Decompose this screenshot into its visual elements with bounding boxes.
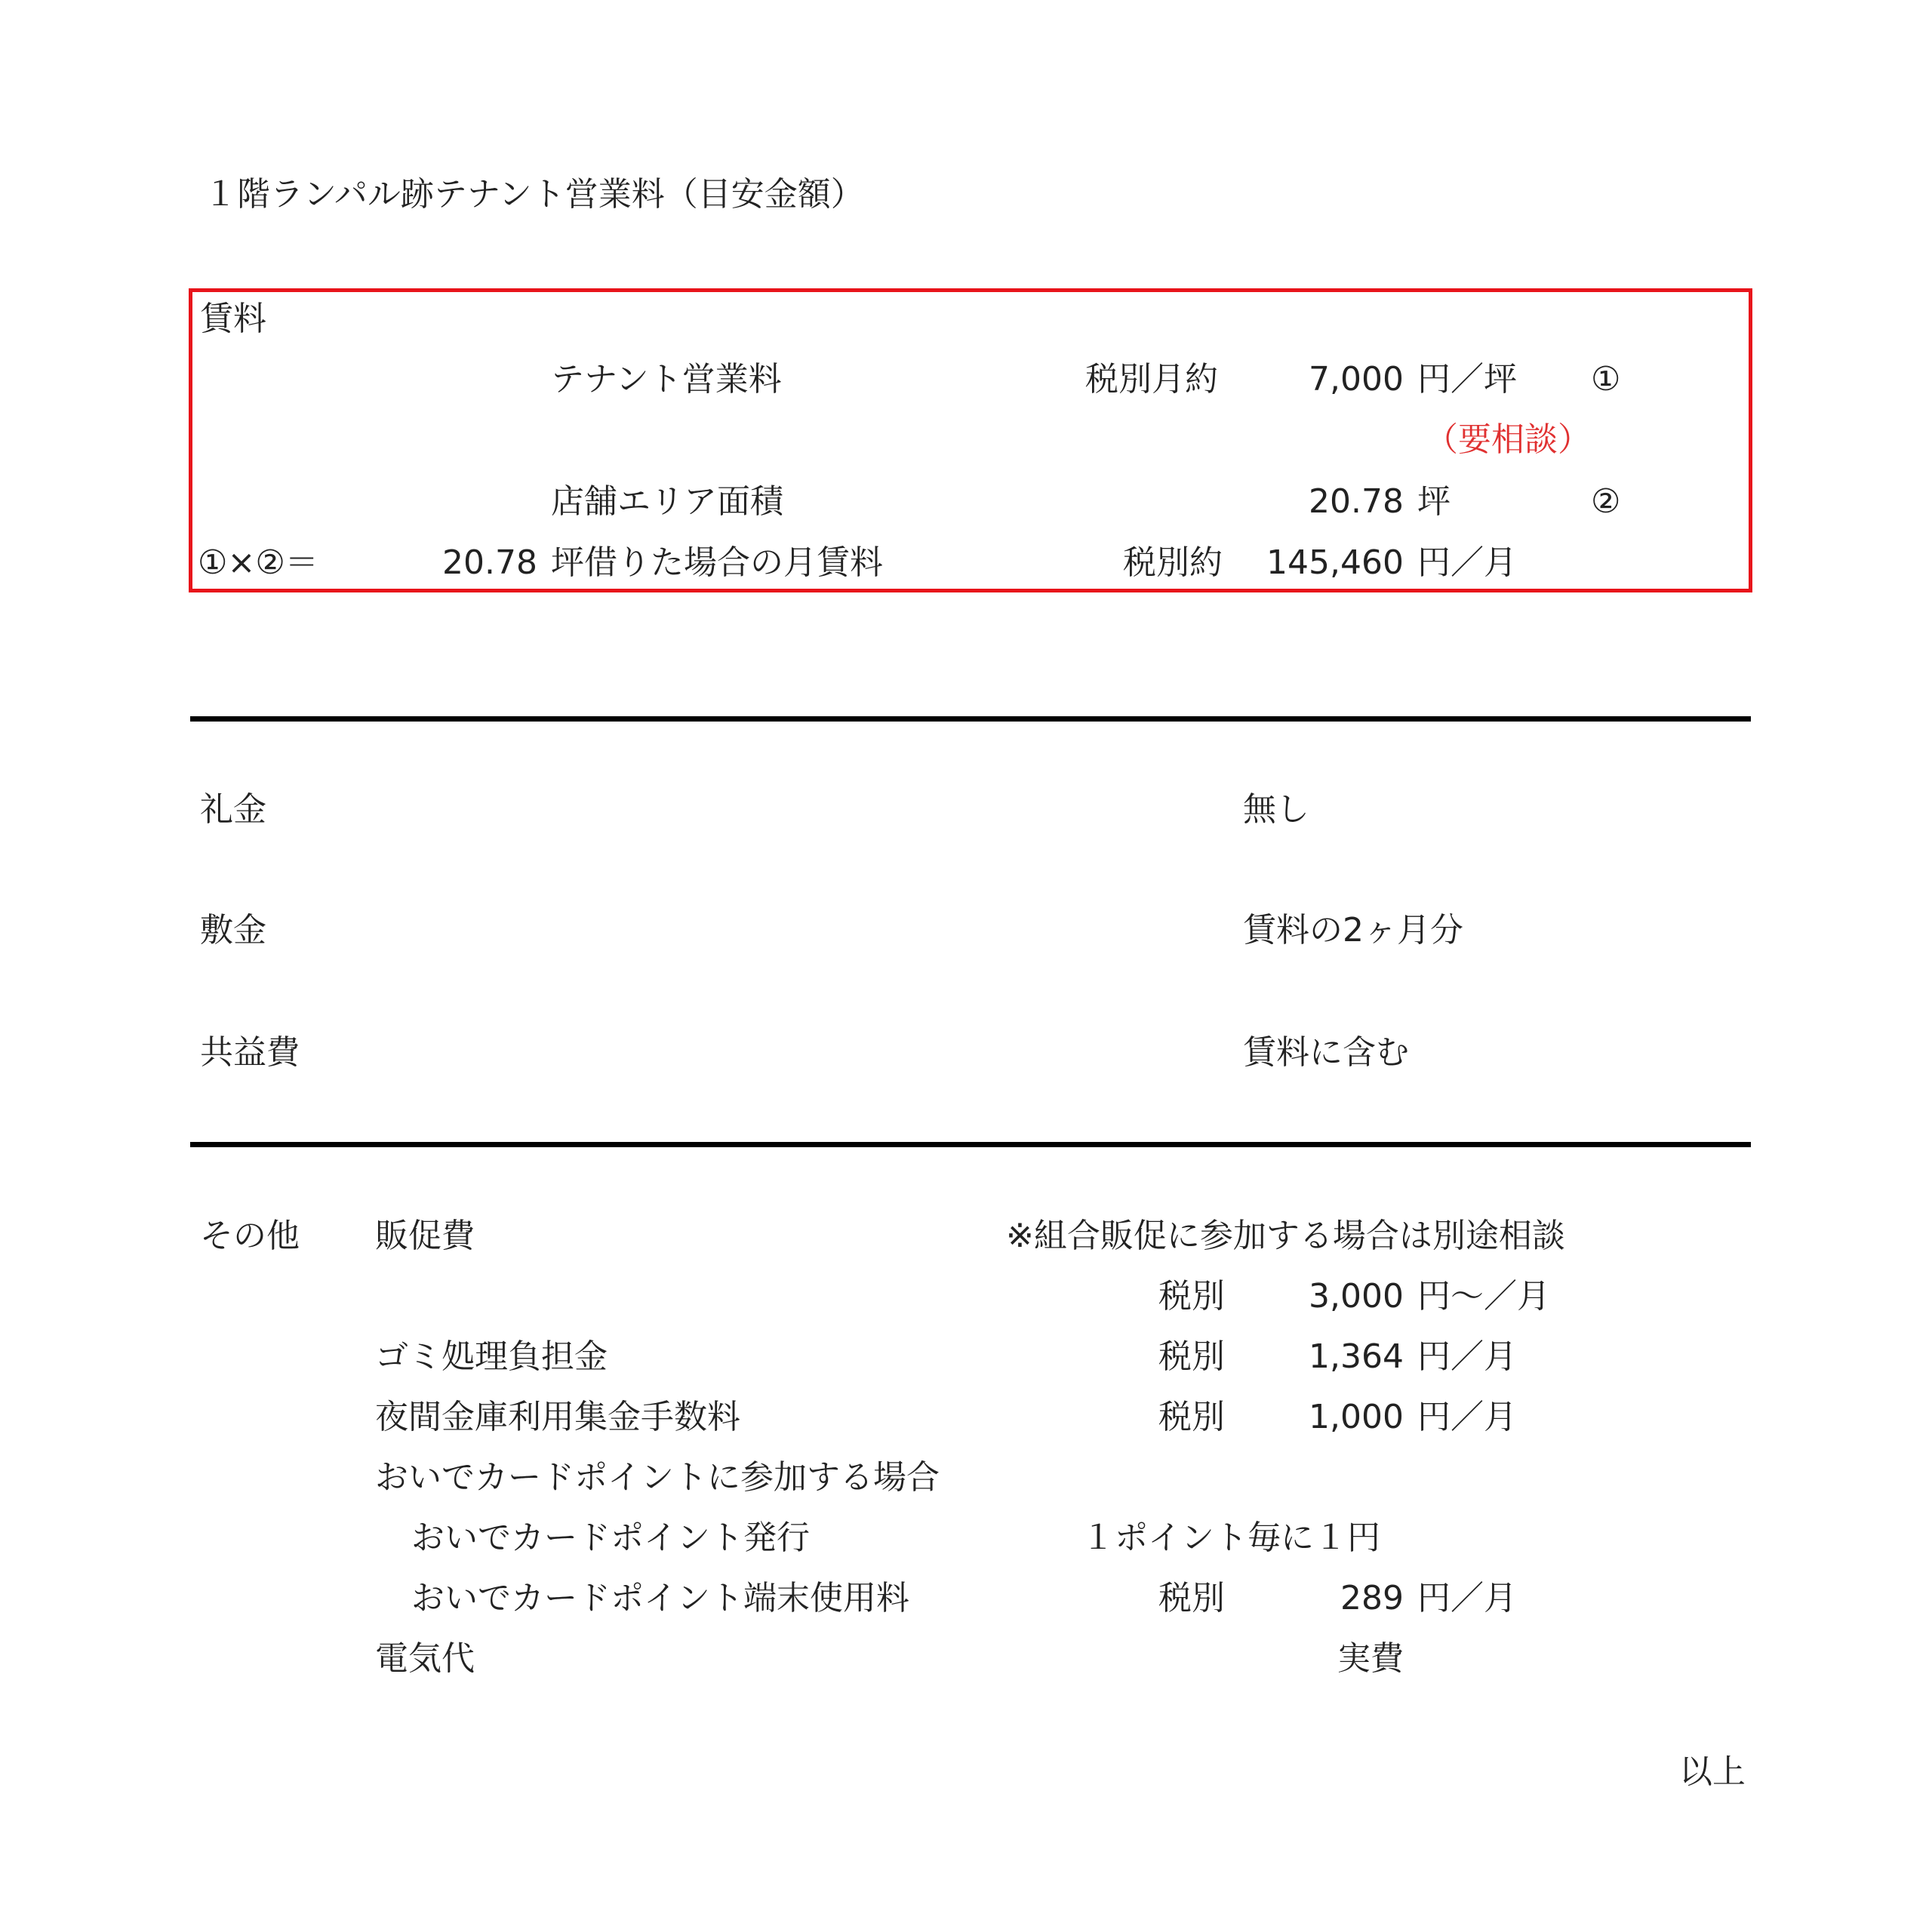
promo-unit: 円～／月: [1417, 1277, 1550, 1316]
electricity-value: 実費: [1337, 1639, 1404, 1678]
section-divider: [190, 716, 1751, 722]
night-safe-label: 夜間金庫利用集金手数料: [375, 1398, 740, 1436]
night-safe-unit: 円／月: [1417, 1398, 1517, 1436]
key-money-label: 礼金: [200, 790, 266, 829]
garbage-prefix: 税別: [1158, 1337, 1225, 1376]
tenant-fee-prefix: 税別月約: [1085, 360, 1218, 399]
closing-text: 以上: [1679, 1753, 1746, 1791]
monthly-rent-unit: 円／月: [1417, 543, 1517, 582]
document-title: １階ランパル跡テナント営業料（目安金額）: [204, 175, 864, 214]
card-terminal-label: おいでカードポイント端末使用料: [411, 1579, 909, 1617]
garbage-unit: 円／月: [1417, 1337, 1517, 1376]
electricity-label: 電気代: [375, 1639, 475, 1678]
monthly-rent-value: 145,460: [1266, 543, 1404, 582]
deposit-value: 賃料の2ヶ月分: [1243, 911, 1463, 949]
rent-heading: 賃料: [200, 300, 266, 338]
consultation-note: （要相談）: [1425, 420, 1591, 459]
tenant-fee-unit: 円／坪: [1417, 360, 1517, 399]
night-safe-prefix: 税別: [1158, 1398, 1225, 1436]
night-safe-value: 1,000: [1309, 1398, 1404, 1436]
other-heading: その他: [200, 1217, 300, 1255]
garbage-label: ゴミ処理負担金: [375, 1337, 608, 1376]
marker-2: ②: [1591, 482, 1621, 521]
card-terminal-unit: 円／月: [1417, 1579, 1517, 1617]
card-terminal-value: 289: [1340, 1579, 1404, 1617]
area-value: 20.78: [1309, 482, 1404, 521]
promo-prefix: 税別: [1158, 1277, 1225, 1316]
card-issue-value: １ポイント毎に１円: [1081, 1519, 1380, 1557]
common-fee-label: 共益費: [200, 1033, 300, 1072]
garbage-value: 1,364: [1309, 1337, 1404, 1376]
common-fee-value: 賃料に含む: [1243, 1033, 1409, 1072]
monthly-rent-prefix: 税別約: [1123, 543, 1223, 582]
rent-formula: ①×②＝: [198, 543, 318, 582]
card-heading: おいでカードポイントに参加する場合: [375, 1458, 940, 1497]
area-unit: 坪: [1417, 482, 1451, 521]
card-issue-label: おいでカードポイント発行: [411, 1519, 810, 1557]
marker-1: ①: [1591, 360, 1621, 399]
promo-value: 3,000: [1309, 1277, 1404, 1316]
section-divider: [190, 1142, 1751, 1147]
card-terminal-prefix: 税別: [1158, 1579, 1225, 1617]
rent-area: 20.78: [442, 543, 537, 582]
promo-label: 販促費: [375, 1217, 475, 1255]
promo-note: ※組合販促に参加する場合は別途相談: [1006, 1217, 1565, 1255]
key-money-value: 無し: [1243, 790, 1309, 829]
deposit-label: 敷金: [200, 911, 266, 949]
tenant-fee-value: 7,000: [1309, 360, 1404, 399]
area-label: 店舗エリア面積: [551, 482, 783, 521]
monthly-rent-label: 坪借りた場合の月賃料: [551, 543, 883, 582]
tenant-fee-label: テナント営業料: [551, 360, 782, 399]
